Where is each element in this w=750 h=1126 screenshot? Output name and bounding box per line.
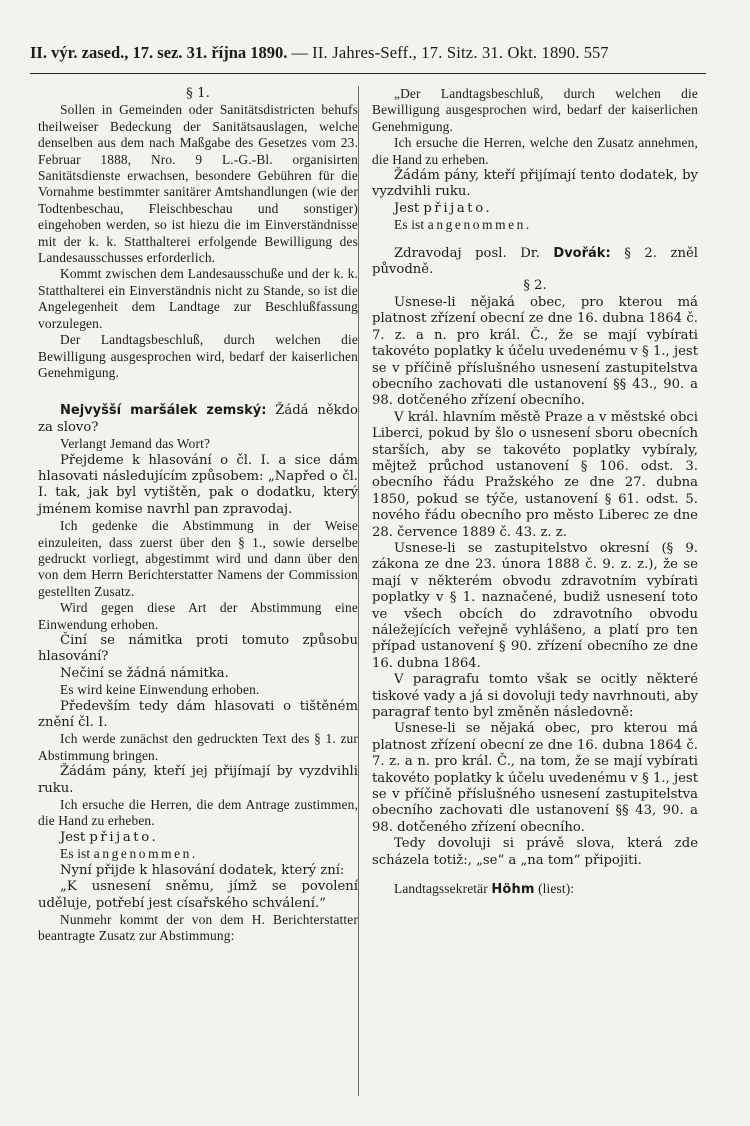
paragraph: Es wird keine Einwendung erhoben. <box>60 682 260 698</box>
paragraph: Nunmehr kommt der von dem H. Berichterstatter beantragte Zusatz zur Abstimmung: <box>38 911 358 944</box>
paragraph: „Der Landtagsbeschluß, durch welchen die Bewilligung ausgesprochen wird, bedarf der kaiserlichen Genehmigung. <box>372 86 698 134</box>
paragraph: Kommt zwischen dem Landesausschuße und der k. k. Statthalterei ein Einverständnis nicht zu Stande, so ist die Angelegenheit dem Landtage zur Beschlußfassung vorzulegen. <box>38 266 358 331</box>
speaker-prefix: Zdravodaj posl. Dr. <box>394 245 540 261</box>
result-word: přijato. <box>89 829 159 845</box>
section-title: § 2. <box>523 278 547 294</box>
paragraph: Činí se námitka proti tomuto způsobu hlasování? <box>38 633 358 665</box>
header-dash: — <box>291 43 309 62</box>
speaker-text: § 2. zněl původně. <box>372 245 698 278</box>
speaker-name: Dvořák: <box>553 245 611 261</box>
paragraph: Nyní přijde k hlasování dodatek, který zní: <box>60 862 345 878</box>
paragraph: Ich ersuche die Herren, die dem Antrage zustimmen, die Hand zu erheben. <box>38 797 358 829</box>
result-line <box>372 201 698 217</box>
speaker-text: Žádá někdo za slovo? <box>38 403 358 435</box>
speaker-paragraph <box>38 403 358 436</box>
paragraph: Žádám pány, kteří přijímají tento dodatek, by vyzdvihli ruku. <box>372 168 698 200</box>
result-prefix: Es ist <box>60 846 91 862</box>
header-rule <box>30 73 706 74</box>
paragraph: V paragrafu tomto však se ocitly některé tiskové vady a já si dovoluji tedy navrhnouti, aby paragraf tento byl změněn následovně: <box>372 672 698 721</box>
speaker-paragraph <box>372 246 698 279</box>
result-prefix: Jest <box>60 829 86 845</box>
speaker-text: (liest): <box>538 881 575 897</box>
paragraph: Usnese-li nějaká obec, pro kterou má platnost zřízení obecní ze dne 16. dubna 1864 č. 7. z. a n. pro král. Č., že se mají vybírati takovéto poplatky k účelu uvedenému v § 1., jest se v příčině příslušného usnesení zastupitelstva obecního zachovati dle ustanovení §§ 43., 90. a 98. dotčeného zřízení obecního. <box>372 294 698 409</box>
result-word: angenommen. <box>427 217 532 233</box>
speaker-name: Höhm <box>491 882 535 898</box>
paragraph: Ich werde zunächst den gedruckten Text des § 1. zur Abstimmung bringen. <box>38 731 358 763</box>
speaker-name: Nejvyšší maršálek zemský: <box>60 403 267 419</box>
quoted-addendum: „K usnesení sněmu, jímž se povolení uděluje, potřebí jest císařského schválení.“ <box>38 879 358 911</box>
result-prefix: Es ist <box>394 217 425 233</box>
paragraph: Der Landtagsbeschluß, durch welchen die Bewilligung ausgesprochen wird, bedarf der kaiserlichen Genehmigung. <box>38 332 358 380</box>
paragraph: Sollen in Gemeinden oder Sanitätsdistricten behufs theilweiser Bedeckung der Sanitätsauslagen, welche denselben aus dem nach Maßgabe des Gesetzes vom 23. Februar 1888, Nro. 9 L.-G.-Bl. organisirten Sanitätsdienste erwachsen, besondere Gebühren für die Vornahme bestimmter sanitärer Amtshandlungen (wie der Todtenbeschau, Fleischbeschau und sonstiger) eingehoben werden, so ist hiezu die im Einverständnisse mit der k. k. Statthalterei erfolgende Bewilligung des Landesausschusses erforderlich. <box>38 102 358 266</box>
result-line <box>38 846 358 862</box>
result-line <box>372 217 698 233</box>
paragraph: V král. hlavním městě Praze a v městské obci Liberci, pokud by šlo o usnesení sboru obecních starších, aby se takovéto poplatky vybíraly, mějtež průchod ustanovení § 106. odst. 3. obecního řádu Pražského ze dne 27. dubna 1850, pokud se týče, ustanovení § 61. odst. 5. nového řádu obecního pro město Liberec ze dne 28. července 1889 č. 43. z. z. <box>372 409 698 540</box>
page-header <box>30 44 706 62</box>
section-title: § 1. <box>186 86 210 101</box>
paragraph: Především tedy dám hlasovati o tištěném znění čl. I. <box>38 698 358 731</box>
result-prefix: Jest <box>394 200 420 216</box>
paragraph: Žádám pány, kteří jej přijímají by vyzdvihli ruku. <box>38 764 358 796</box>
paragraph: Ich gedenke die Abstimmung in der Weise einzuleiten, dass zuerst über den § 1., sowie derselbe gedruckt vorliegt, abgestimmt wird und dann über den von dem Herrn Berichterstatter Namens der Commission gestellten Zusatz. <box>38 518 358 599</box>
paragraph: Přejdeme k hlasování o čl. I. a sice dám hlasovati následujícím způsobem: „Napřed o čl. I. tak, jak byl vytištěn, pak o dodatku, který jménem komise navrhl pan zpravodaj. <box>38 452 358 517</box>
right-column <box>372 86 698 899</box>
header-german: II. Jahres-Seff., 17. Sitz. 31. Okt. 1890. <box>312 43 580 62</box>
header-czech: II. výr. zased., 17. sez. 31. října 1890. <box>30 43 288 62</box>
column-divider <box>358 86 359 1096</box>
result-word: přijato. <box>423 200 493 216</box>
speaker-paragraph <box>372 881 698 898</box>
result-word: angenommen. <box>93 846 198 862</box>
paragraph: Verlangt Jemand das Wort? <box>60 436 211 452</box>
speaker-prefix: Landtagssekretär <box>394 881 488 897</box>
paragraph: Wird gegen diese Art der Abstimmung eine Einwendung erhoben. <box>38 600 358 632</box>
paragraph: Nečiní se žádná námitka. <box>60 665 229 681</box>
result-line <box>38 830 358 846</box>
paragraph: Ich ersuche die Herren, welche den Zusatz annehmen, die Hand zu erheben. <box>372 135 698 167</box>
left-column <box>38 86 358 945</box>
paragraph: Tedy dovoluji si právě slova, která zde scházela totiž:, „se“ a „na tom“ připojiti. <box>372 836 698 868</box>
header-page-number: 557 <box>583 43 609 62</box>
paragraph: Usnese-li se zastupitelstvo okresní (§ 9. zákona ze dne 23. února 1888 č. 9. z. z.), že se mají v některém obvodu zdravotním vybírati poplatky v § 1. naznačené, budiž usnesení toto ve všech obcích do zdravotního obvodu náležejících veřejně vyhlášeno, a platí pro ten případ ustanovení § 90. zřízení obecního ze dne 16. dubna 1864. <box>372 540 698 671</box>
paragraph: Usnese-li se nějaká obec, pro kterou má platnost zřízení obecní ze dne 16. dubna 1864 č. 7. z. a n. pro král. Č., na tom, že se mají vybírati takovéto poplatky k účelu uvedenému v § 1., jest se v příčině příslušného usnesení zastupitelstva obecního zachovati dle ustanovení §§ 43, 90. a 98. dotčeného zřízení obecního. <box>372 721 698 835</box>
